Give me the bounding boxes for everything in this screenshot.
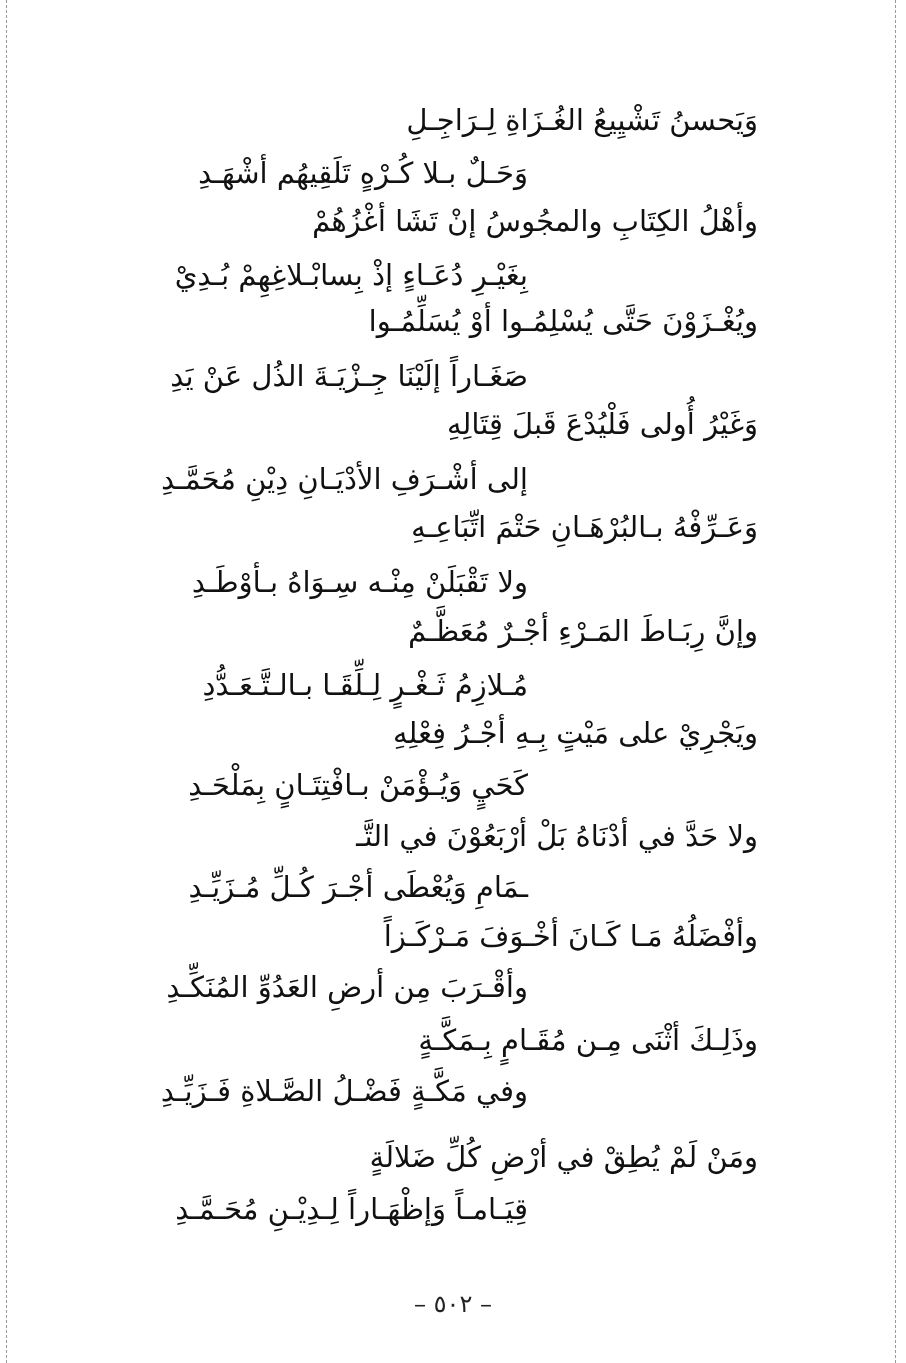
page-number: – ٥٠٢ – [414, 1290, 492, 1318]
verse-line: مُـلازِمُ ثَـغْـرٍ لِـلِّقَـا بـالـتَّـعَـدُّدِ [202, 668, 528, 702]
verse-line: وإنَّ رِبَـاطَ المَـرْءِ أجْـرٌ مُعَظَّـمٌ [408, 614, 758, 648]
verse-line: وَيَحسنُ تَشْيِيعُ الغُـزَاةِ لِـرَاجِـلِ [406, 103, 758, 137]
verse-line: وأقْـرَبَ مِن أرضِ العَدُوِّ المُنَكِّـدِ [166, 970, 528, 1004]
verse-line: إلى أشْـرَفِ الأدْيَـانِ دِيْنِ مُحَمَّـدِ [161, 462, 528, 496]
verse-line: ولا حَدَّ في أدْنَاهُ بَلْ أرْبَعُوْنَ في التَّـ [356, 819, 758, 853]
verse-line: قِيَـامـاً وَإظْهَـاراً لِـدِيْـنِ مُحَـمَّـدِ [175, 1192, 528, 1226]
verse-line: بِغَيْـرِ دُعَـاءٍ إذْ بِسابْـلاغِهِمْ بُـدِيْ [174, 258, 528, 292]
verse-line: وَغَيْرُ أُولى فَلْيُدْعَ قَبلَ قِتَالِهِ [446, 407, 758, 441]
verse-line: ومَنْ لَمْ يُطِقْ في أرْضِ كُلِّ ضَلالَةٍ [369, 1140, 758, 1174]
verse-line: كَحَيٍ وَيُـؤْمَنْ بـافْتِتَـانٍ بِمَلْحَـدِ [188, 768, 528, 802]
verse-line: وفي مَكَّـةٍ فَضْـلُ الصَّـلاةِ فَـزَيِّـدِ [160, 1074, 528, 1108]
verse-line: ولا تَقْبَلَنْ مِنْـه سِـوَاهُ بـأوْطَـدِ [191, 565, 528, 599]
verse-line: ويُغْـزَوْنَ حَتَّى يُسْلِمُـوا أوْ يُسَلِّمُـوا [368, 304, 758, 338]
verse-line: ويَجْرِيْ على مَيْتٍ بِـهِ أجْـرُ فِعْلِهِ [392, 716, 758, 750]
verse-line: صَغَـاراً إلَيْنَا جِـزْيَـةَ الذُل عَنْ يَدِ [170, 359, 528, 393]
verse-line: ـمَامِ وَيُعْطَى أجْـرَ كُـلِّ مُـزَيِّـدِ [188, 870, 528, 904]
verse-line: وأفْضَلُهُ مَـا كَـانَ أخْـوَفَ مَـرْكَـزاً [383, 919, 758, 953]
verse-line: وَعَـرِّفْهُ بـالبُرْهَـانِ حَتْمَ اتِّبَاعِـهِ [411, 510, 758, 544]
verse-line: وَحَـلٌ بـلا كُـرْهٍ تَلَقِيهُم أشْهَـدِ [198, 156, 528, 190]
verse-line: وذَلِـكَ أثْنَى مِـن مُقَـامٍ بِـمَكَّـةٍ [418, 1023, 758, 1057]
verse-line: وأهْلُ الكِتَابِ والمجُوسُ إنْ تَشَا أغْزُهُمْ [312, 204, 758, 238]
